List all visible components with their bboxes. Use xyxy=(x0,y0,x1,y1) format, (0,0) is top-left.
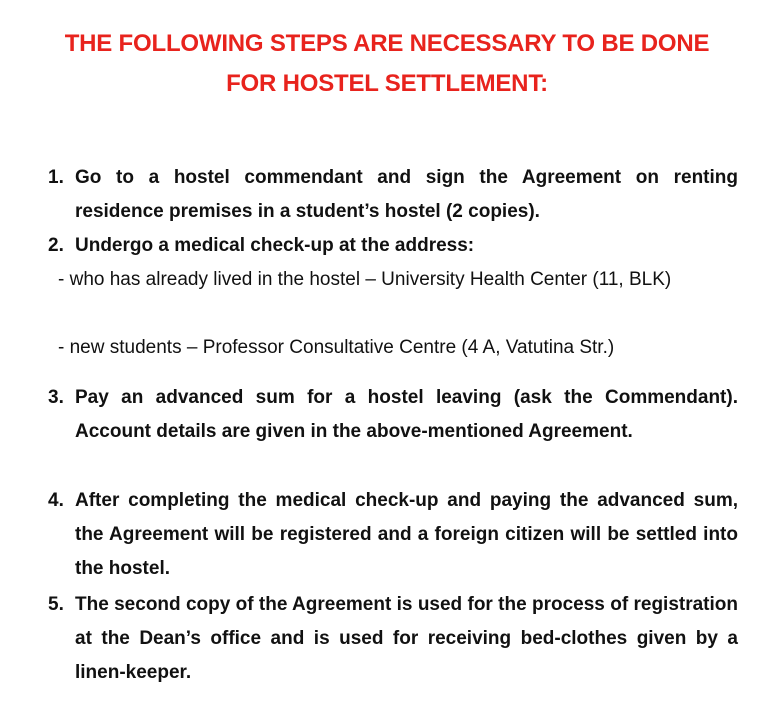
address-returning-students: - who has already lived in the hostel – University Health Center (11, BLK) xyxy=(58,269,672,290)
step-4 xyxy=(48,484,748,586)
step-1 xyxy=(48,161,748,229)
step-text: After completing the medical check-up and paying the advanced sum, the Agreement will be registered and a foreign citizen will be settled into the hostel. xyxy=(75,490,738,579)
step-number: 4. xyxy=(48,490,64,511)
step-number: 1. xyxy=(48,167,64,188)
step-2 xyxy=(48,229,748,263)
heading-line-2: FOR HOSTEL SETTLEMENT: xyxy=(226,70,548,97)
step-3 xyxy=(48,381,748,483)
step-number: 3. xyxy=(48,387,64,408)
heading-line-1: THE FOLLOWING STEPS ARE NECESSARY TO BE DONE xyxy=(64,30,710,57)
step-text: Pay an advanced sum for a hostel leaving (ask the Commendant). Account details are given in the above-mentioned Agreement. xyxy=(75,387,738,442)
document-heading xyxy=(0,24,774,104)
step-text: Undergo a medical check-up at the address: xyxy=(75,235,475,256)
address-new-students: - new students – Professor Consultative Centre (4 A, Vatutina Str.) xyxy=(58,337,615,358)
step-number: 2. xyxy=(48,235,64,256)
step-5 xyxy=(48,588,748,690)
step-text: Go to a hostel commendant and sign the Agreement on renting residence premises in a student’s hostel (2 copies). xyxy=(75,167,738,222)
step-text: The second copy of the Agreement is used for the process of registration at the Dean’s office and is used for receiving bed-clothes given by a linen-keeper. xyxy=(75,594,738,683)
step-number: 5. xyxy=(48,594,64,615)
